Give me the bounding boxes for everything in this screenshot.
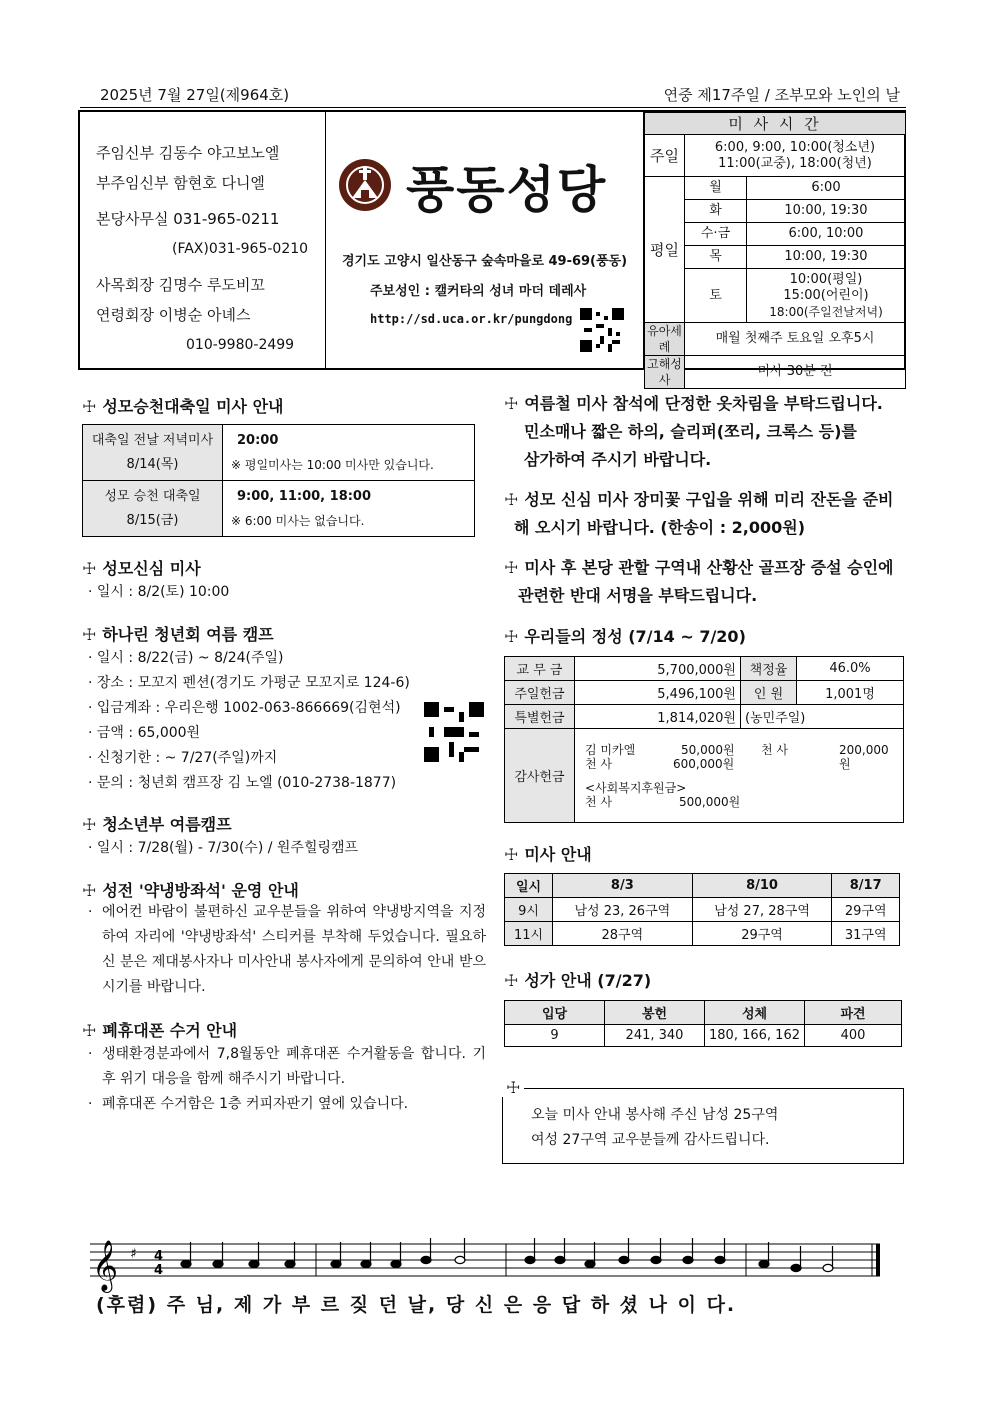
offering-label: 감사헌금 xyxy=(505,729,575,823)
cross-icon: ☩ xyxy=(82,559,97,578)
eve-cell xyxy=(83,425,223,481)
assumption-table xyxy=(82,424,475,537)
table-cell: 400 xyxy=(805,1025,902,1047)
notice-line: 미사 후 본당 관할 구역내 산황산 골프장 증설 승인에 xyxy=(524,558,894,577)
section-title-text: 성모신심 미사 xyxy=(102,559,201,578)
eve-info xyxy=(223,425,475,481)
elder-phone: 010-9980-2499 xyxy=(186,337,295,353)
table-header: 8/3 xyxy=(553,874,693,898)
donor: 천 사 xyxy=(585,794,612,809)
notice-line: 여름철 미사 참석에 단정한 옷차림을 부탁드립니다. xyxy=(524,394,883,413)
mass-guide-title xyxy=(504,842,592,865)
section-title-text: 성모승천대축일 미사 안내 xyxy=(102,397,284,416)
offering-label: 특별헌금 xyxy=(505,705,575,729)
thanks-line: 여성 27구역 교우분들께 감사드립니다. xyxy=(531,1132,770,1148)
youth-camp-line: · 신청기한 : ~ 7/27(주일)까지 xyxy=(88,750,278,766)
cross-icon: ☩ xyxy=(502,1078,524,1097)
teen-camp-title xyxy=(82,812,232,835)
qr-code-icon xyxy=(580,308,624,352)
youth-camp-line: · 장소 : 모꼬지 펜션(경기도 가평군 모꼬지로 124-6) xyxy=(88,675,410,691)
cross-icon: ☩ xyxy=(82,625,97,644)
notice-line: 관련한 반대 서명을 부탁드립니다. xyxy=(518,586,758,605)
table-row xyxy=(505,898,900,922)
offering-table xyxy=(504,656,904,823)
table-cell: 31구역 xyxy=(832,922,900,946)
liturgical-season: 연중 제17주일 / 조부모와 노인의 날 xyxy=(663,86,900,104)
section-title-text: 청소년부 여름캠프 xyxy=(102,815,232,834)
eve-label: 대축일 전날 저녁미사 xyxy=(91,432,214,448)
cross-icon: ☩ xyxy=(504,627,519,646)
church-name: 풍동성당 xyxy=(406,160,608,219)
donor: 김 미카엘 xyxy=(585,742,636,757)
music-notes xyxy=(181,1238,833,1272)
treble-clef-icon: 𝄞 xyxy=(92,1240,119,1291)
feast-time: 9:00, 11:00, 18:00 xyxy=(237,488,372,504)
notice-line: 성모 신심 미사 장미꽃 구입을 위해 미리 잔돈을 준비 xyxy=(524,490,894,509)
day-times: 10:00, 19:30 xyxy=(747,246,906,269)
pastor: 주임신부 김동수 야고보노엘 xyxy=(96,144,280,162)
first-sat-line: · 일시 : 8/2(토) 10:00 xyxy=(88,584,230,600)
cross-icon: ☩ xyxy=(82,397,97,416)
table-header: 파견 xyxy=(805,1001,902,1025)
cross-icon: ☩ xyxy=(504,845,519,864)
day-label: 수·금 xyxy=(685,223,747,246)
issue-header xyxy=(80,84,906,108)
assistant-pastor: 부주임신부 함현호 다니엘 xyxy=(96,174,265,192)
notice-line: 민소매나 짧은 하의, 슬리퍼(쪼리, 크록스 등)를 xyxy=(524,422,857,441)
saturday-times-line: 10:00(평일) xyxy=(789,271,863,287)
eve-time: 20:00 xyxy=(237,432,279,448)
sunday-label: 주일 xyxy=(645,135,685,177)
youth-camp-line: · 금액 : 65,000원 xyxy=(88,725,201,741)
amount: 200,000원 xyxy=(839,742,889,771)
bullet-dot: · xyxy=(88,904,93,920)
feast-label: 성모 승천 대축일 xyxy=(104,488,201,504)
mass-times-table xyxy=(644,112,906,389)
psalm-lyrics: (후렴) 주 님, 제 가 부 르 짖 던 날, 당 신 은 응 답 하 셨 나 이 다. xyxy=(96,1294,737,1316)
hymns-table xyxy=(504,1000,902,1047)
table-cell: 남성 23, 26구역 xyxy=(553,898,693,922)
table-header: 봉헌 xyxy=(605,1001,705,1025)
section-title-text: 우리들의 정성 (7/14 ~ 7/20) xyxy=(524,627,746,646)
teen-camp-line: · 일시 : 7/28(월) - 7/30(수) / 원주힐링캠프 xyxy=(88,840,359,856)
confession-label: 고해성사 xyxy=(645,356,685,389)
confession-time: 미사 30분 전 xyxy=(685,356,906,389)
saturday-times-line: 18:00(주일전날저녁) xyxy=(769,304,883,319)
camp-qr-code-icon xyxy=(424,702,484,762)
offering-value: 5,700,000원 xyxy=(575,657,741,681)
cross-icon: ☩ xyxy=(504,394,519,413)
cross-icon: ☩ xyxy=(82,815,97,834)
mass-guide-table xyxy=(504,873,900,946)
thanks-offering-detail xyxy=(575,729,904,823)
table-row xyxy=(505,922,900,946)
offering-key: 책정율 xyxy=(741,657,797,681)
eve-note: ※ 평일미사는 10:00 미사만 있습니다. xyxy=(231,457,434,472)
time-signature: 4 xyxy=(154,1263,164,1278)
notice-line: 해 오시기 바랍니다. (한송이 : 2,000원) xyxy=(514,518,806,537)
feast-date: 8/15(금) xyxy=(126,512,179,528)
weekday-label: 평일 xyxy=(645,177,685,323)
staff-info xyxy=(80,112,326,368)
day-times: 6:00 xyxy=(747,177,906,200)
feast-cell xyxy=(83,481,223,537)
dress-notice xyxy=(504,390,883,474)
office-phone: 본당사무실 031-965-0211 xyxy=(96,210,280,228)
phone-recycle-text: 생태환경분과에서 7,8월동안 폐휴대폰 수거활동을 합니다. 기후 위기 대응을 함께 해주시기 바랍니다. xyxy=(102,1046,486,1087)
table-cell: 180, 166, 162 xyxy=(705,1025,805,1047)
cool-seat-text: 에어컨 바람이 불편하신 교우분들을 위하여 약냉방지역을 지정하여 자리에 '약냉방좌석' 스티커를 부착해 두었습니다. 필요하신 분은 제대봉사자나 미사안내 봉사자에게 문의하여 안내 받으시기를 바랍니다. xyxy=(102,904,486,995)
offering-key-value: 1,001명 xyxy=(797,681,904,705)
thanks-line: 오늘 미사 안내 봉사해 주신 남성 25구역 xyxy=(531,1107,779,1123)
section-title-text: 폐휴대폰 수거 안내 xyxy=(102,1021,238,1040)
church-address: 경기도 고양시 일산동구 숲속마을로 49-69(풍동) xyxy=(342,254,628,269)
patron-saint: 주보성인 : 캘커타의 성녀 마더 데레사 xyxy=(370,284,587,299)
offering-line xyxy=(585,795,893,809)
assumption-title xyxy=(82,394,284,417)
hymns-title xyxy=(504,968,651,991)
section-title-text: 성가 안내 (7/27) xyxy=(524,971,652,990)
cool-seat-title xyxy=(82,878,299,901)
amount: 600,000원 xyxy=(673,756,735,771)
bullet-dot: · xyxy=(88,1046,93,1062)
offering-label: 주일헌금 xyxy=(505,681,575,705)
amount: 50,000원 xyxy=(681,742,735,757)
eve-date: 8/14(목) xyxy=(126,456,179,472)
offering-key: 인 원 xyxy=(741,681,797,705)
table-cell: 241, 340 xyxy=(605,1025,705,1047)
infant-baptism-time: 매월 첫째주 토요일 오후5시 xyxy=(685,323,906,356)
donor: 천 사 xyxy=(761,742,788,757)
offering-label: 교 무 금 xyxy=(505,657,575,681)
phone-recycle-title xyxy=(82,1018,237,1041)
sunday-times-line: 11:00(교중), 18:00(청년) xyxy=(718,155,872,171)
section-title-text: 성전 '약냉방좌석' 운영 안내 xyxy=(102,881,299,900)
sunday-times-line: 6:00, 9:00, 10:00(청소년) xyxy=(714,139,876,155)
church-logo-icon xyxy=(338,158,392,212)
council-head: 사목회장 김명수 루도비꼬 xyxy=(96,276,265,294)
day-label: 목 xyxy=(685,246,747,269)
offering-value: 1,814,020원 xyxy=(575,705,741,729)
table-header: 8/10 xyxy=(692,874,832,898)
time-signature: 4 xyxy=(154,1249,164,1264)
elder-head: 연령회장 이병순 아녜스 xyxy=(96,306,251,324)
table-cell: 9 xyxy=(505,1025,605,1047)
rose-notice xyxy=(504,486,893,542)
golf-notice xyxy=(504,554,893,610)
youth-camp-line: · 일시 : 8/22(금) ~ 8/24(주일) xyxy=(88,650,284,666)
table-cell: 남성 27, 28구역 xyxy=(692,898,832,922)
offering-title xyxy=(504,624,746,647)
table-row xyxy=(505,1025,902,1047)
offering-line xyxy=(585,757,893,771)
saturday-times-line: 15:00(어린이) xyxy=(783,287,869,303)
feast-info xyxy=(223,481,475,537)
day-times: 10:00, 19:30 xyxy=(747,200,906,223)
day-label: 월 xyxy=(685,177,747,200)
mass-times-title: 미 사 시 간 xyxy=(645,113,906,135)
offering-key-value: 46.0% xyxy=(797,657,904,681)
sharp-icon: ♯ xyxy=(130,1246,137,1262)
feast-note: ※ 6:00 미사는 없습니다. xyxy=(231,513,365,528)
bullet-dot: · xyxy=(88,1096,93,1112)
thanks-box xyxy=(502,1088,904,1164)
infant-baptism-label: 유아세례 xyxy=(645,323,685,356)
table-header: 8/17 xyxy=(832,874,900,898)
youth-camp-line: · 문의 : 청년회 캠프장 김 노엘 (010-2738-1877) xyxy=(88,775,397,791)
table-cell: 11시 xyxy=(505,922,553,946)
table-cell: 29구역 xyxy=(692,922,832,946)
offering-value: 5,496,100원 xyxy=(575,681,741,705)
table-cell: 29구역 xyxy=(832,898,900,922)
fax-number: (FAX)031-965-0210 xyxy=(172,241,309,257)
table-header: 일시 xyxy=(505,874,553,898)
offering-subheading: <사회복지후원금> xyxy=(585,780,687,795)
cross-icon: ☩ xyxy=(504,558,519,577)
first-sat-title xyxy=(82,556,201,579)
church-identity xyxy=(326,112,644,368)
cross-icon: ☩ xyxy=(504,971,519,990)
table-header: 성체 xyxy=(705,1001,805,1025)
notice-line: 삼가하여 주시기 바랍니다. xyxy=(524,450,712,469)
table-cell: 9시 xyxy=(505,898,553,922)
youth-camp-title xyxy=(82,622,274,645)
section-title-text: 하나린 청년회 여름 캠프 xyxy=(102,625,274,644)
table-cell: 28구역 xyxy=(553,922,693,946)
day-label: 화 xyxy=(685,200,747,223)
section-title-text: 미사 안내 xyxy=(524,845,592,864)
table-header: 입당 xyxy=(505,1001,605,1025)
cross-icon: ☩ xyxy=(82,881,97,900)
saturday-times xyxy=(747,269,906,323)
phone-recycle-text: 폐휴대폰 수거함은 1층 커피자판기 옆에 있습니다. xyxy=(102,1096,409,1112)
day-label: 토 xyxy=(685,269,747,323)
amount: 500,000원 xyxy=(679,794,741,809)
youth-camp-line: · 입금계좌 : 우리은행 1002-063-866669(김현석) xyxy=(88,700,401,716)
offering-key: (농민주일) xyxy=(741,705,904,729)
sunday-times xyxy=(685,135,906,177)
donor: 천 사 xyxy=(585,756,612,771)
day-times: 6:00, 10:00 xyxy=(747,223,906,246)
cross-icon: ☩ xyxy=(82,1021,97,1040)
church-url[interactable]: http://sd.uca.or.kr/pungdong xyxy=(370,312,573,326)
cross-icon: ☩ xyxy=(504,490,519,509)
masthead xyxy=(78,110,906,387)
issue-date: 2025년 7월 27일(제964호) xyxy=(100,86,290,104)
